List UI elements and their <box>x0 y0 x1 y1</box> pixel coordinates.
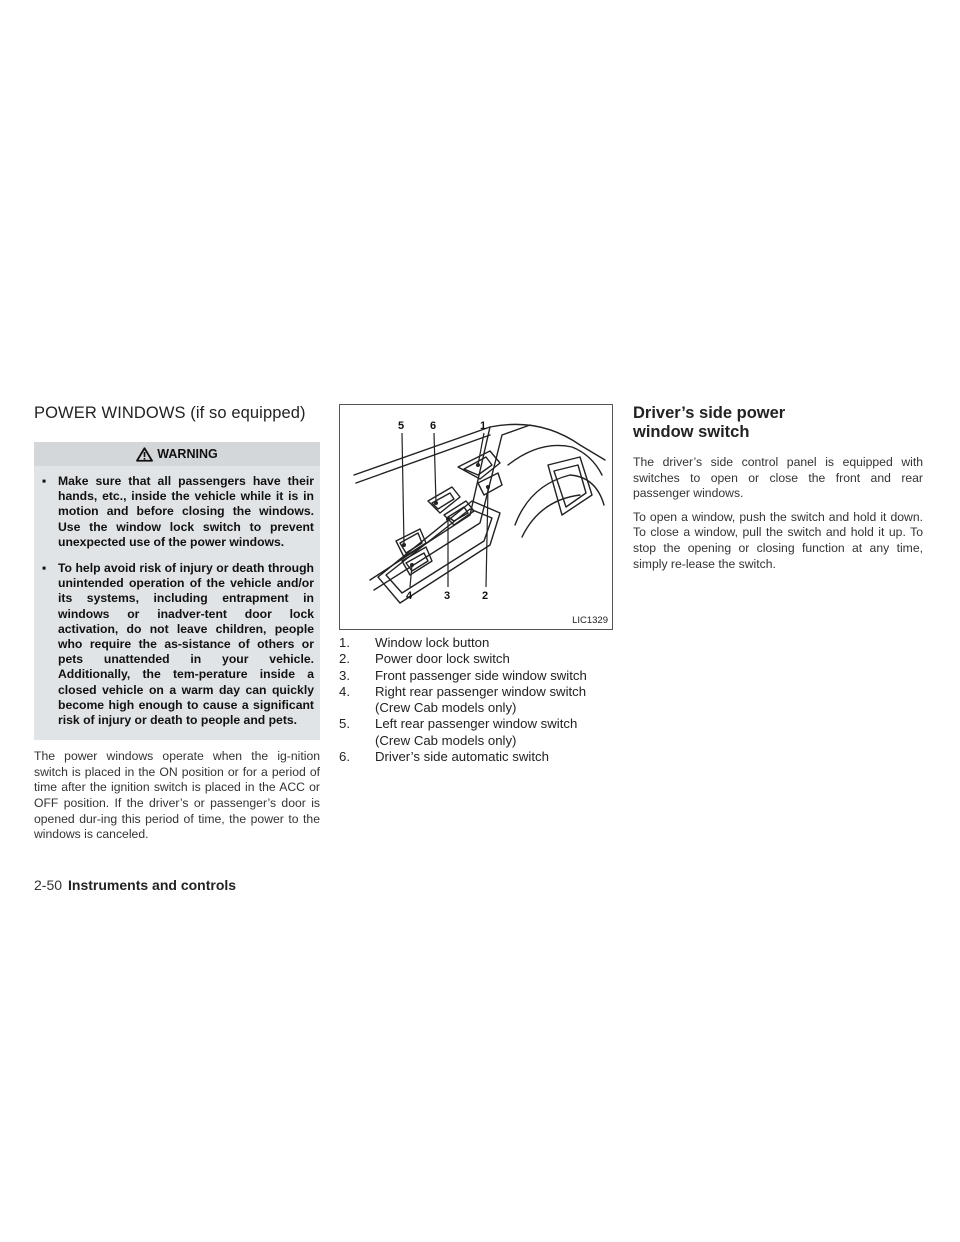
switch-panel-illustration <box>340 405 612 629</box>
section-title: POWER WINDOWS (if so equipped) <box>34 404 306 422</box>
middle-column <box>339 404 613 765</box>
right-column <box>633 404 923 572</box>
warning-title: WARNING <box>157 447 218 461</box>
legend-item: 1. Window lock button <box>339 635 490 650</box>
legend-item: 2. Power door lock switch <box>339 651 510 667</box>
bullet-icon: ▪ <box>42 474 47 488</box>
warning-list <box>34 466 320 728</box>
page-footer <box>34 877 236 893</box>
subsection-paragraph: To open a window, push the switch and hold it down. To close a window, pull the switch and hold it up. To stop the opening or closing function at any time, simply re-lease the switch. <box>633 509 923 571</box>
figure-legend <box>339 635 613 765</box>
callout-4: 4 <box>406 590 413 602</box>
subsection-paragraph: The driver’s side control panel is equipped with switches to open or close the front and rear passenger windows. <box>633 455 923 501</box>
warning-item: ▪ To help avoid risk of injury or death through unintended operation of the vehicle and/or its systems, including entrapment in windows or inadver-tent door lock activation, do not leave children, people who require the as-sistance of others or pets unattended in your vehicle. Additionally, the tem-perature inside a closed vehicle on a warm day can quickly become high enough to cause a significant risk of injury or death to people and pets. <box>42 561 314 728</box>
legend-item: 5. Left rear passenger window switch (Crew Cab models only) <box>339 716 578 748</box>
callout-3: 3 <box>444 590 451 602</box>
page-number: 2-50 <box>34 877 63 893</box>
callout-5: 5 <box>398 420 405 432</box>
chapter-title: Instruments and controls <box>68 877 237 893</box>
legend-item: 6. Driver’s side automatic switch <box>339 749 549 765</box>
legend-item: 3. Front passenger side window switch <box>339 667 587 683</box>
warning-triangle-icon <box>136 447 153 462</box>
warning-header <box>34 442 320 466</box>
figure-code: LIC1329 <box>572 615 608 626</box>
bullet-icon: ▪ <box>42 561 47 576</box>
subsection-title: Driver’s side power window switch <box>633 404 786 441</box>
callout-2: 2 <box>482 590 489 602</box>
callout-6: 6 <box>430 420 437 432</box>
callout-1: 1 <box>480 420 487 432</box>
intro-paragraph: The power windows operate when the ig-nition switch is placed in the ON position or for a period of time after the ignition switch is placed in the ACC or OFF position. If the driver’s or passenger’s door is opened dur-ing this period of time, the power to the windows is canceled. <box>34 749 320 842</box>
warning-item: ▪ Make sure that all passengers have their hands, etc., inside the vehicle while it is in motion and before closing the windows. Use the window lock switch to prevent unexpected use of the power windows. <box>42 474 314 549</box>
warning-box <box>34 442 320 740</box>
legend-item: 4. Right rear passenger window switch (Crew Cab models only) <box>339 683 587 716</box>
left-column <box>34 404 320 843</box>
power-window-switch-figure <box>339 404 613 630</box>
